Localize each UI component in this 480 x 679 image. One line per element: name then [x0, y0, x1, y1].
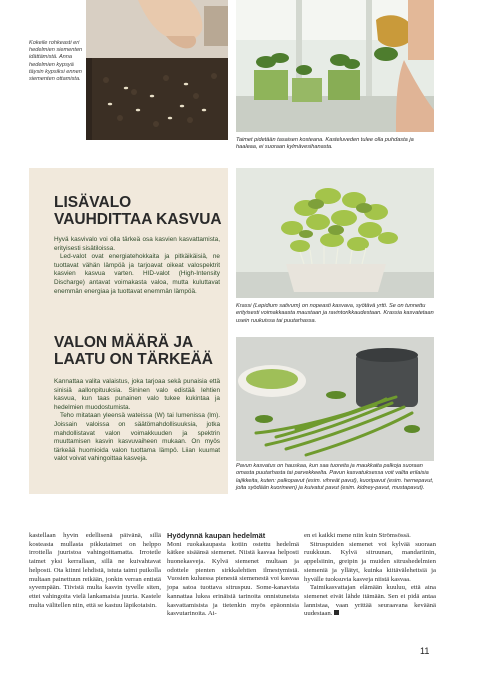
heading-extra-light: LISÄVALO VAUHDITTAA KASVUA: [54, 194, 222, 228]
column-1-paragraph: kastellaan hyvin edellisenä päivänä, sillä kosteasta mullasta pikkutaimet on helppo irrottella juuristoa vahingoittamatta. Irrotetle taimet yksi kerrallaan, sillä ne kuivahtavat helposti. Ota kiinni lehdistä, istuta taimi puikolla multaan painettuun reikään, jonkin verran entistä syvempään. Tiivistä multa kasvin tyvelle siten, ettei vahingoita vielä lankamaisia juuria. Kastele multa välitellen niin, että se kastuu läpikotaisin.: [29, 532, 161, 609]
extra-light-paragraph-1: Hyvä kasvivalo voi olla tärkeä osa kasvien kasvattamista, erityisesti sisätiloissa.: [54, 236, 220, 252]
seed-tray-photo: [86, 0, 228, 140]
column-2-paragraph: Moni ruokakaupasta kotiin ostettu hedelmä kätkee sisäänsä siemenet. Niistä kasvaa helposti huonekasveja. Kylvä siemenet multaan ja odottele pienten sirkkalehtien ilmestymistä. Vuosien kuluessa pienestä siemenestä voi kasvaa jopa satoa tuottava sitruspuu. Some-kanavista kannattaa lukea erinäisiä tarinoita onnistuneista kasvattamisista ja tietenkin myös epäonnisia kasvutarinoita. Ai-: [167, 540, 299, 618]
seedling-pots-illustration: [236, 0, 434, 132]
fruit-section-heading: Hyödynnä kaupan hedelmät: [167, 531, 266, 540]
cress-caption: Krassi (Lepidium sativum) on nopeasti kasvava, syötävä yrtti. Se on tunnettu erityisesti voimakkaasta maustaan ja ravintorikkaudestaan. Krassia kasvatetaan usein ruukuissa tai puutarhassa.: [236, 303, 434, 324]
light-quality-paragraph-2: Teho mitataan yleensä wateissa (W) tai lumenissa (lm). Joissain valoissa on säätömahdollisuuksia, jotka mahdollistavat valon voimakkuuden ja spektrin muuttamisen kasvin kasvuvaiheen mukaan. On myös tärkeää huomioida valon tuottama lämpö. Liian kuumat valot voivat vahingoittaa kasveja.: [54, 412, 220, 463]
column-3-paragraph-3: [304, 584, 436, 619]
seedling-pots-caption: Taimet pidetään tasaisen kosteana. Kasteluveden tulee olla puhdasta ja haaleaa, ei suoraan kylmävesihanasta.: [236, 137, 414, 151]
column-3-paragraph-2: Sitruspuiden siemenet voi kylvää suoraan ruukkuun. Kylvä sitruunan, mandariinin, appelsiinin, greipin ja muiden sitrushedelmien siemeniä ja yllätyt, kuinka kiitäväleheitsiä ja hyvälle tuoksuvia kasveja niistä kasvaa.: [304, 540, 436, 583]
beans-photo: [236, 337, 434, 461]
article-column-1: [29, 532, 161, 610]
article-column-2: [167, 532, 299, 619]
seed-tray-illustration: [86, 0, 228, 140]
square-end-mark-icon: [334, 610, 339, 615]
beans-caption: Pavun kasvatus on hauskaa, kun saa tuoreita ja maukkaita palkoja suoraan omasta puutarhasta tai parvekkeelta. Pavun kasvatuksessa voit valita erilaisia lajikkeita, kuten: palkopavut (esim. vihreät pavut), kuoripavut (esim. hernepavut, joita syödään kuorineen) ja kuivatut pavut (esim. kidney-pavut, mustapavut).: [236, 463, 434, 492]
article-column-3: [304, 532, 436, 619]
column-3-paragraph-1: en ei kaikki mene niin kuin Strömsössä.: [304, 532, 411, 539]
page-number: 11: [420, 646, 430, 656]
beans-illustration: [236, 337, 434, 461]
extra-light-paragraph-2: Led-valot ovat energiatehokkaita ja pitkäikäisiä, ne tuottavat vähän lämpöä ja tarjoavat oikeat valospektrit kasvien kasvua varten. HID-valot (High-Intensity Discharge) antavat voimakasta valoa, mutta kuluttavat enemmän energiaa ja tuottavat enemmän lämpöä.: [54, 253, 220, 295]
seedling-pots-photo: [236, 0, 434, 132]
light-quality-paragraph-1: Kannattaa valita valaistus, joka tarjoaa sekä punaisia että sinisiä aallonpituuksia. Sininen valo edistää lehtien kasvua, kun taas punainen valo tukee kukintaa ja hedelmien muodostumista.: [54, 378, 220, 411]
cress-photo: [236, 168, 434, 298]
heading-light-quality: VALON MÄÄRÄ JA LAATU ON TÄRKEÄÄ: [54, 334, 214, 368]
seed-tray-caption: Kokeile rohkeasti eri hedelmien siementen idättämistä. Anna hedelmien kypsyä täysin kypsiksi ennen siementen ottamista.: [29, 40, 83, 83]
column-3-paragraph-3-text: Taimikasvattajan elämään kuuluu, että aina siemenet eivät lähde itämään. Sen ei pidä antaa lannistaa, vaan yrittää seuraavana keväänä uudestaan.: [304, 584, 436, 618]
light-quality-body: [54, 378, 220, 464]
extra-light-body: [54, 236, 220, 296]
cress-illustration: [236, 168, 434, 298]
